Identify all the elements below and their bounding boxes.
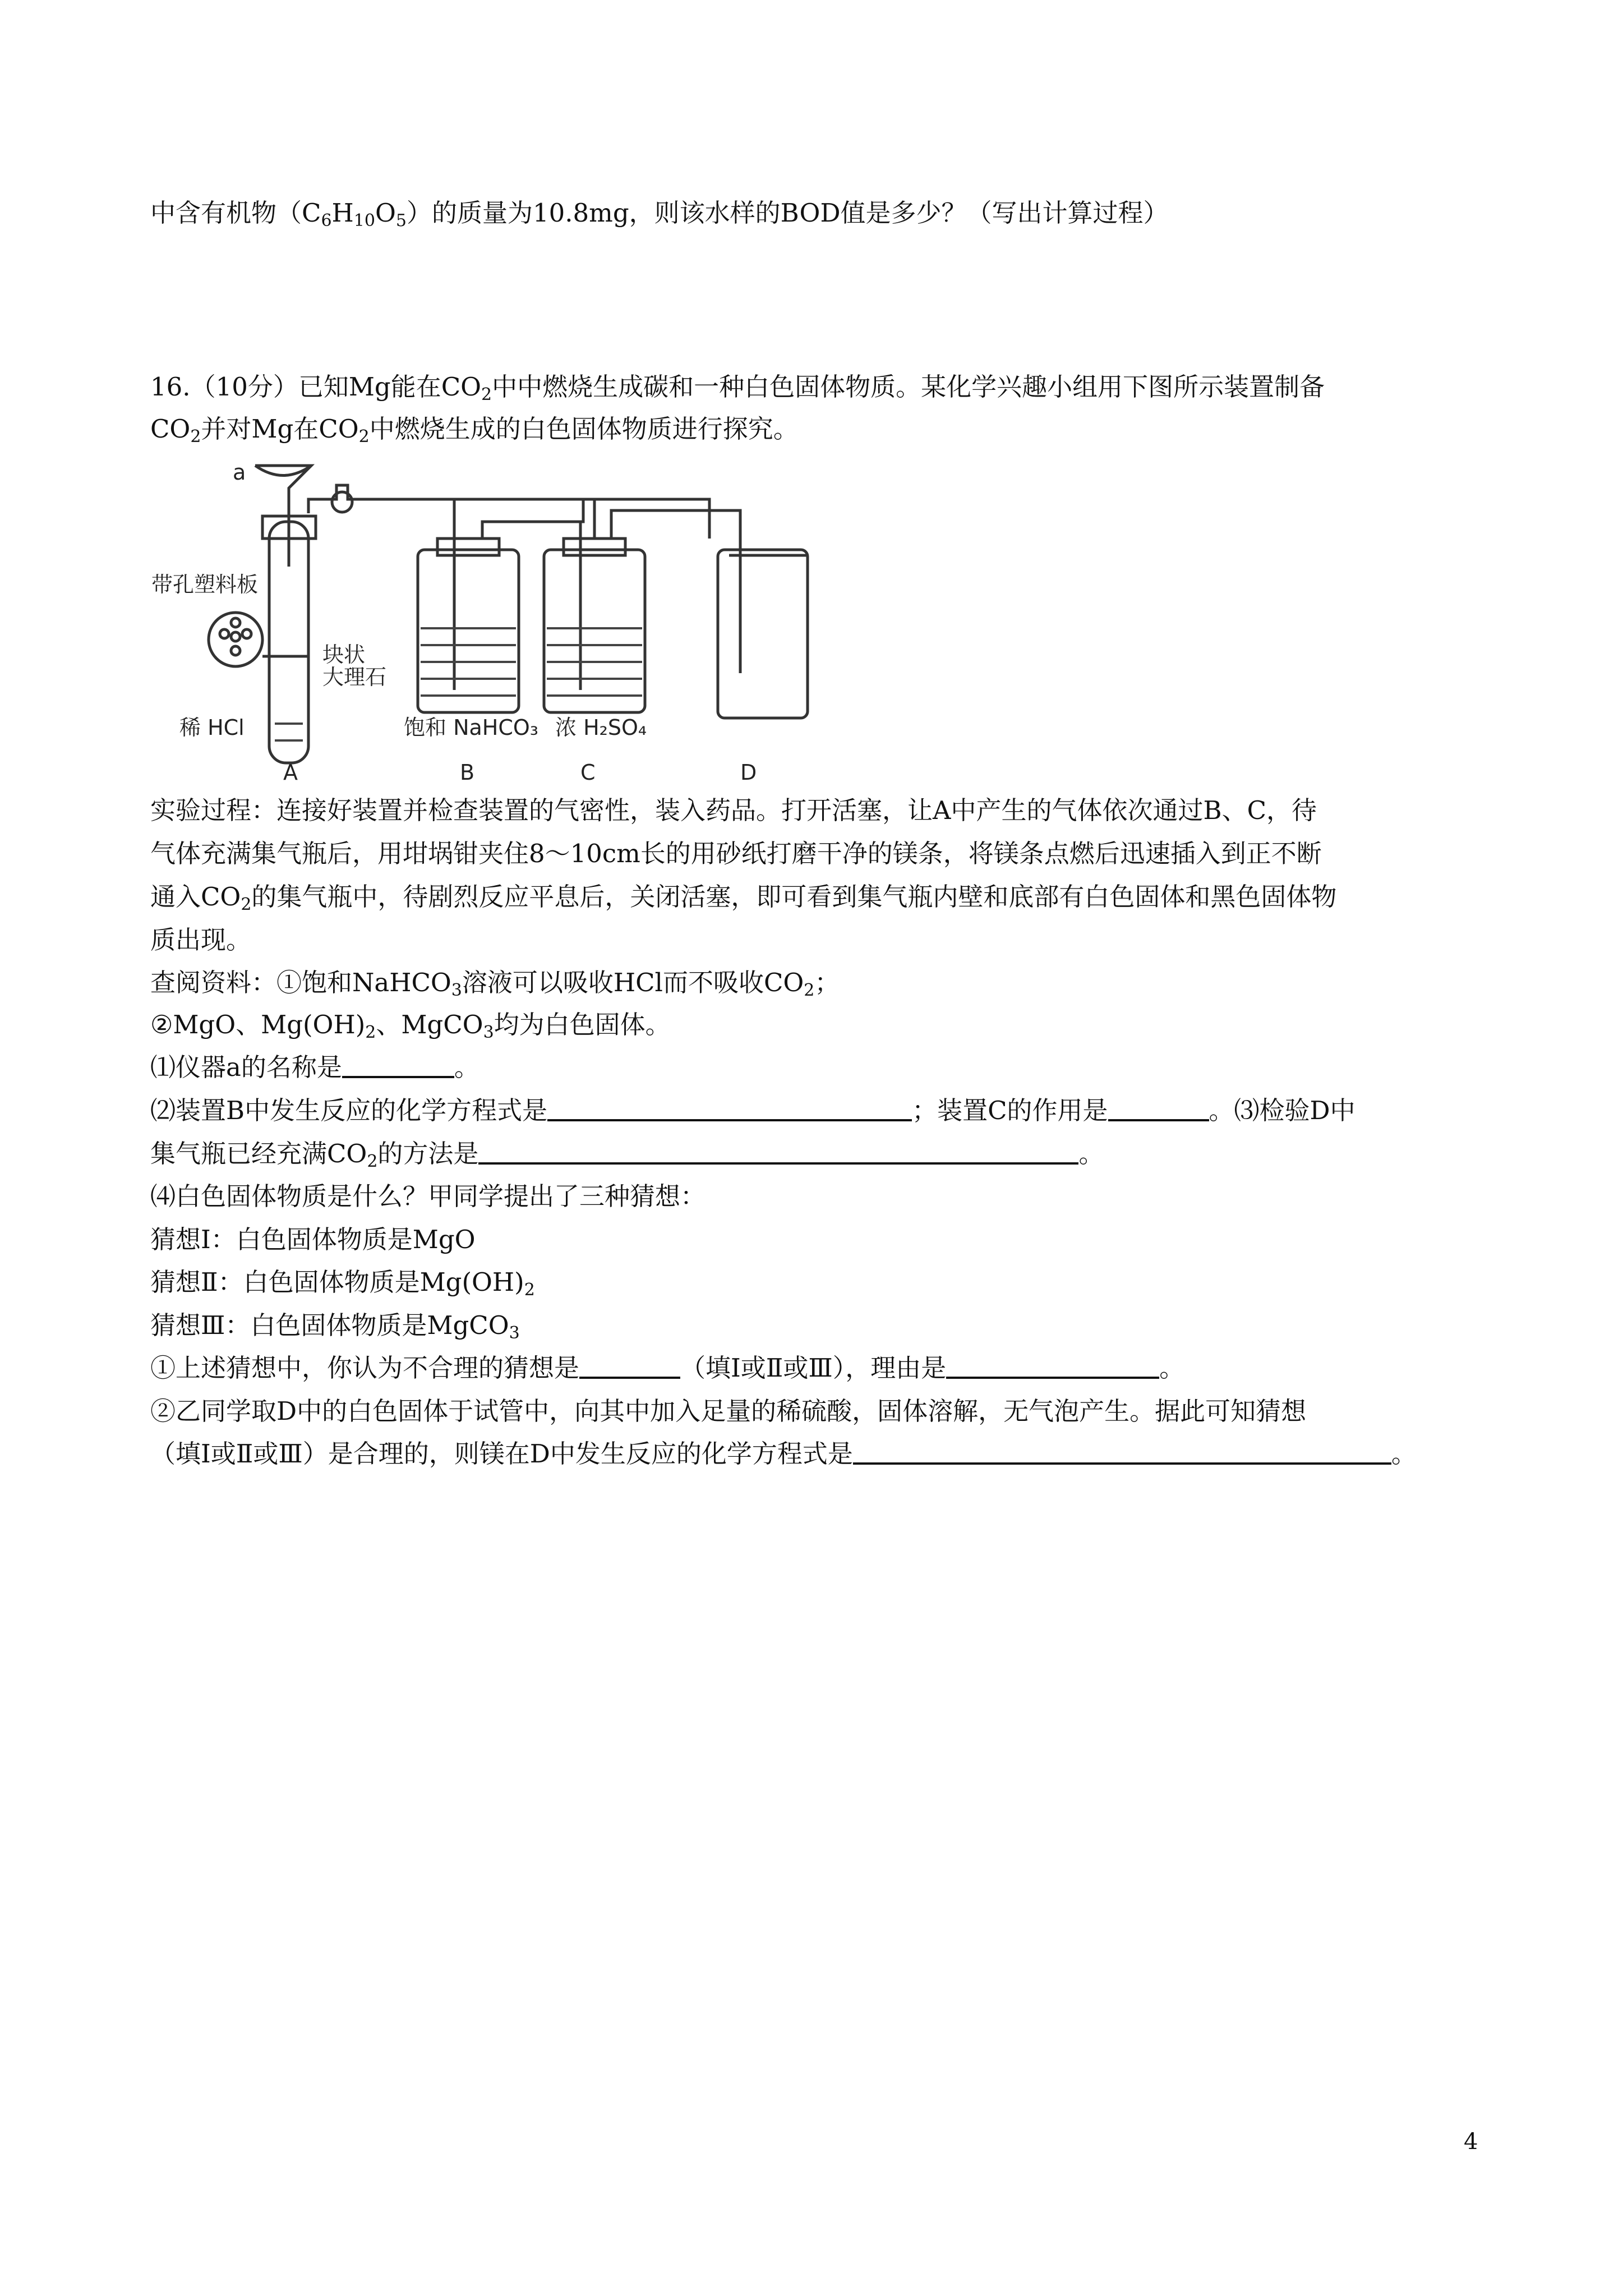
process-line3: 通入$CO_2$的集气瓶中，待剧烈反应平息后，关闭活塞，即可看到集气瓶内壁和底部有白色固体和黑色固体物: [150, 882, 1337, 914]
valve-icon: [332, 492, 352, 512]
guess-3: 猜想Ⅲ：白色固体物质是MgCO$_3$: [150, 1310, 520, 1343]
reference-line2: ②MgO、$Mg(OH)_2$、MgCO$_3$均为白色固体。: [150, 1010, 671, 1042]
subq4-2-line1: ②乙同学取D中的白色固体于试管中，向其中加入足量的稀硫酸，固体溶解，无气泡产生。据此可知猜想: [150, 1396, 1307, 1426]
label-B: B: [460, 760, 475, 785]
reference-line1: 查阅资料：①饱和NaHCO$_3$溶液可以吸收HCl而不吸收$CO_2$；: [150, 968, 840, 1000]
process-line4: 质出现。: [150, 925, 252, 955]
experiment-apparatus-figure: [140, 454, 813, 791]
subq3: 集气瓶已经充满$CO_2$的方法是 。: [150, 1139, 1104, 1171]
process-line1: 实验过程：连接好装置并检查装置的气密性，装入药品。打开活塞，让A中产生的气体依次通过B、C，待: [150, 795, 1317, 825]
page-number: 4: [1464, 2129, 1478, 2155]
q15-calc-line: 中含有机物$(C_6H_{10}O_5)$的质量为10.8mg，则该水样的BOD值是多少？（写出计算过程）: [150, 198, 1169, 231]
label-A: A: [283, 760, 298, 785]
answer-blank-4[interactable]: [478, 1139, 1078, 1165]
bottle-d: [718, 550, 808, 718]
label-perforated-board: 带孔塑料板: [151, 572, 259, 597]
label-a: a: [233, 460, 246, 485]
answer-blank-6[interactable]: [946, 1353, 1159, 1379]
subq4: ⑷白色固体物质是什么？甲同学提出了三种猜想：: [150, 1181, 706, 1211]
label-c-reagent: 浓 H₂SO₄: [555, 715, 647, 740]
q16-intro-line2: $CO_2$并对Mg在$CO_2$中燃烧生成的白色固体物质进行探究。: [150, 414, 799, 447]
subq2: ⑵装置B中发生反应的化学方程式是 ；装置C的作用是 。⑶检验D中: [150, 1096, 1355, 1125]
answer-blank-1[interactable]: [342, 1052, 454, 1078]
guess-1: 猜想Ⅰ：白色固体物质是MgO: [150, 1225, 476, 1254]
subq4-1: ①上述猜想中，你认为不合理的猜想是 （填Ⅰ或Ⅱ或Ⅲ），理由是 。: [150, 1353, 1185, 1383]
label-b-reagent: 饱和 NaHCO₃: [404, 715, 539, 740]
answer-blank-5[interactable]: [579, 1353, 680, 1379]
delivery-tube-ab: [308, 485, 594, 539]
label-marble-1: 块状: [322, 642, 366, 667]
bottle-c: [544, 550, 645, 712]
perforated-board-diagram: [209, 613, 262, 666]
subq1: ⑴仪器a的名称是 。: [150, 1052, 479, 1082]
label-C: C: [580, 760, 596, 785]
answer-blank-7[interactable]: [853, 1439, 1391, 1465]
label-dilute-hcl: 稀 HCl: [179, 715, 245, 740]
guess-2: 猜想Ⅱ：白色固体物质是$Mg(OH)_2$: [150, 1267, 535, 1300]
bottle-b: [418, 550, 519, 712]
label-D: D: [740, 760, 757, 785]
answer-blank-3[interactable]: [1108, 1096, 1209, 1121]
process-line2: 气体充满集气瓶后，用坩埚钳夹住8～10cm长的用砂纸打磨干净的镁条，将镁条点燃后迅速插入到正不断: [150, 839, 1322, 868]
answer-blank-2[interactable]: [547, 1096, 912, 1121]
q16-intro-line1: 16.（10分）已知Mg能在$CO_2$中中燃烧生成碳和一种白色固体物质。某化学兴趣小组用下图所示装置制备: [150, 372, 1325, 404]
label-marble-2: 大理石: [322, 665, 387, 689]
subq4-2-line2: （填Ⅰ或Ⅱ或Ⅲ）是合理的，则镁在D中发生反应的化学方程式是 。: [150, 1439, 1417, 1469]
